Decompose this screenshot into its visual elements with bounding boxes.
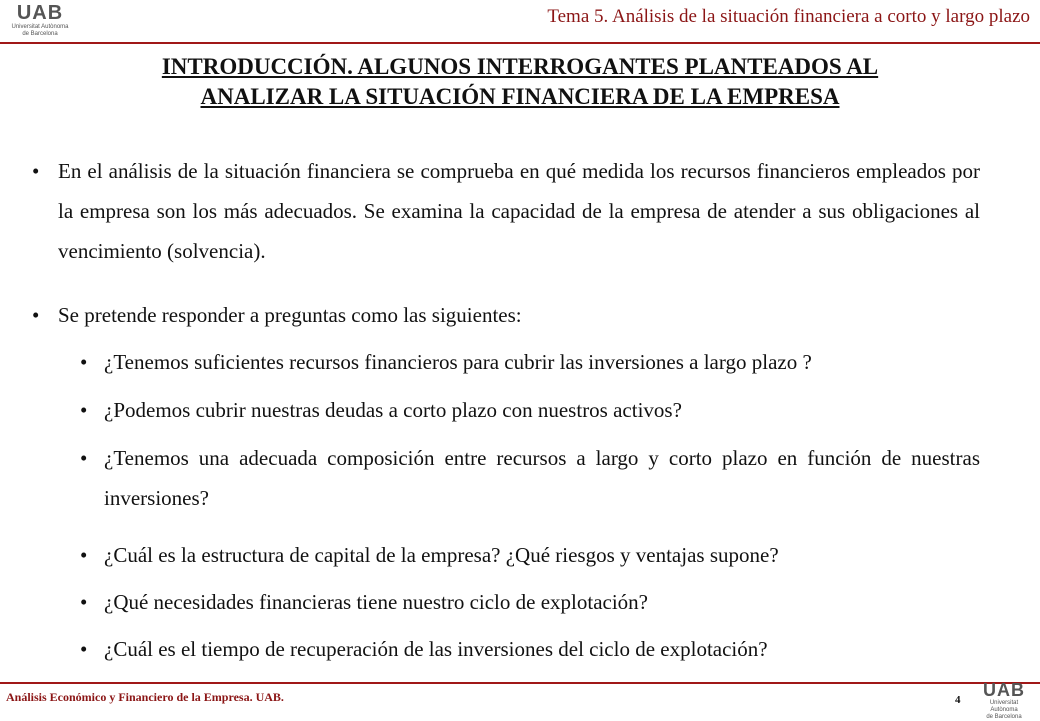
uab-logo-top: [8, 2, 72, 38]
question-3: ¿Tenemos una adecuada composición entre recursos a largo y corto plazo en función de nuestras inversiones?: [104, 446, 980, 510]
bullet-text-1: En el análisis de la situación financiera se comprueba en qué medida los recursos financieros empleados por la empresa son los más adecuados. Se examina la capacidad de la empresa de atender a sus obligaciones al vencimiento (solvencia).: [58, 159, 980, 263]
logo-subtitle-2: de Barcelona: [22, 31, 58, 37]
sub-bullet-dot: •: [80, 637, 88, 661]
slide-title: [100, 52, 940, 112]
question-6: ¿Cuál es el tiempo de recuperación de las inversiones del ciclo de explotación?: [104, 637, 768, 661]
question-2: ¿Podemos cubrir nuestras deudas a corto plazo con nuestros activos?: [104, 398, 682, 422]
sub-bullet-dot: •: [80, 398, 88, 422]
sub-bullet-dot: •: [80, 543, 88, 567]
question-4: ¿Cuál es la estructura de capital de la empresa? ¿Qué riesgos y ventajas supone?: [104, 543, 779, 567]
question-5: ¿Qué necesidades financieras tiene nuestro ciclo de explotación?: [104, 590, 649, 614]
slide-title-line-2: ANALIZAR LA SITUACIÓN FINANCIERA DE LA EMPRESA: [200, 84, 840, 109]
sub-bullet-dot: •: [80, 350, 88, 374]
question-1: ¿Tenemos suficientes recursos financieros para cubrir las inversiones a largo plazo ?: [104, 350, 812, 374]
footer-rule: [0, 682, 1040, 684]
logo-mark: UAB: [983, 680, 1025, 700]
sub-bullet-dot: •: [80, 446, 88, 470]
slide-title-line-1: INTRODUCCIÓN. ALGUNOS INTERROGANTES PLANTEADOS AL: [161, 54, 879, 79]
logo-mark: UAB: [16, 2, 64, 24]
header-rule: [0, 42, 1040, 44]
logo-subtitle-1: Universitat Autònoma: [989, 700, 1019, 713]
sub-bullet-dot: •: [80, 590, 88, 614]
header-title: Tema 5. Análisis de la situación financiera a corto y largo plazo: [547, 6, 1030, 27]
logo-subtitle-2: de Barcelona: [986, 714, 1022, 720]
bullet-dot: •: [32, 159, 40, 183]
page-number: 4: [955, 694, 961, 706]
bullet-text-2: Se pretende responder a preguntas como las siguientes:: [58, 303, 522, 327]
logo-subtitle-1: Universitat Autònoma: [11, 24, 69, 30]
footer-text: Análisis Económico y Financiero de la Empresa. UAB.: [6, 690, 284, 704]
uab-logo-bottom: [976, 680, 1032, 721]
bullet-dot: •: [32, 303, 40, 327]
